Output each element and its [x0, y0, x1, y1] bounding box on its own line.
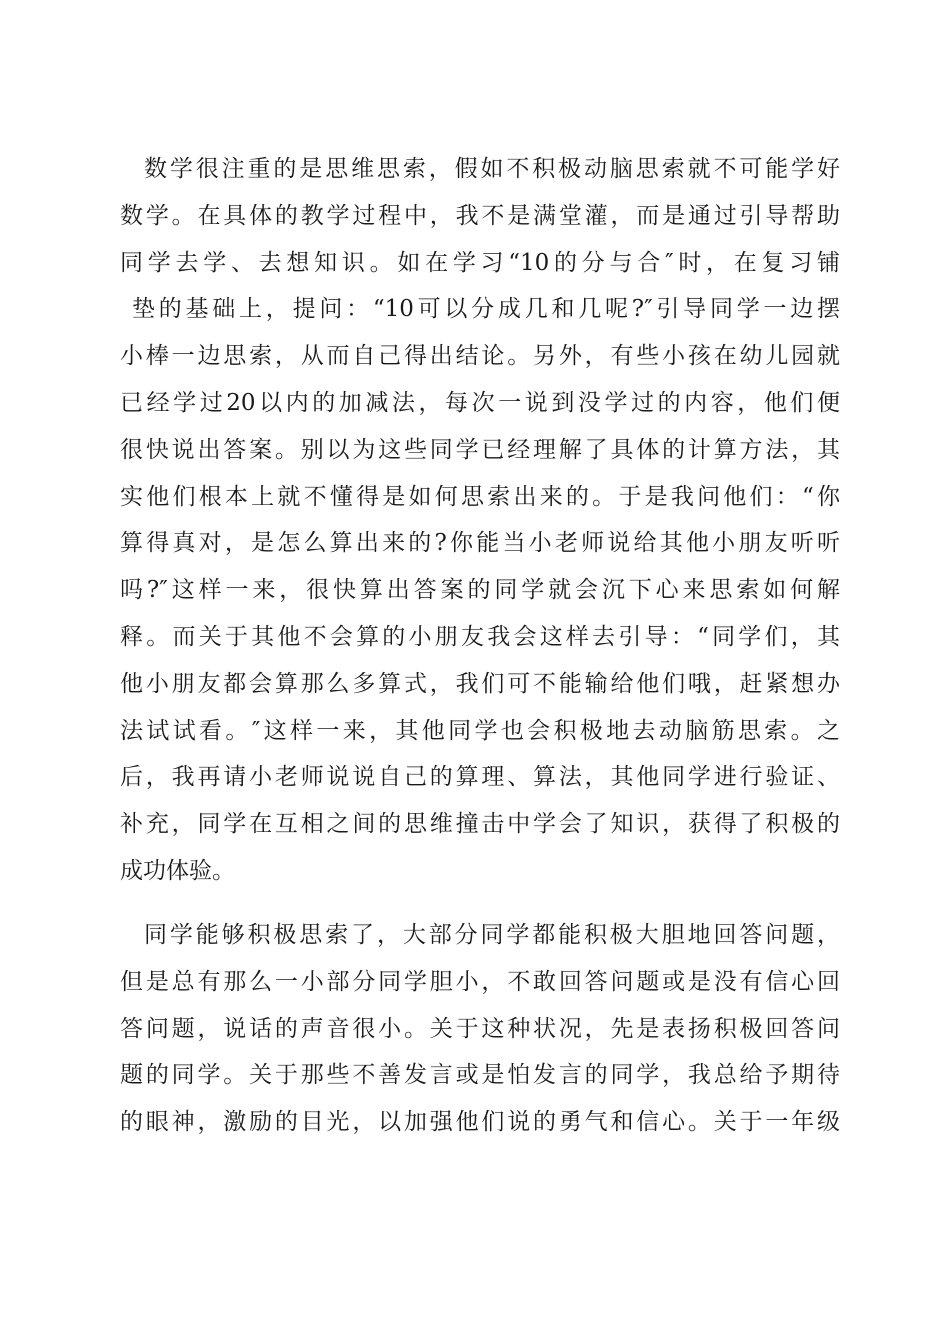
paragraph-line: 法试试看。″这样一来，其他同学也会积极地去动脑筋思索。之 [120, 717, 840, 744]
paragraph-line: 后，我再请小老师说说自己的算理、算法，其他同学进行验证、 [120, 764, 840, 791]
paragraph-line: 他小朋友都会算那么多算式，我们可不能输给他们哦，赶紧想办 [120, 670, 840, 697]
paragraph-line: 同学能够积极思索了，大部分同学都能积极大胆地回答问题， [144, 922, 840, 948]
paragraph-line: 算得真对，是怎么算出来的?你能当小老师说给其他小朋友听听 [120, 530, 840, 557]
paragraph-line: 题的同学。关于那些不善发言或是怕发言的同学，我总给予期待 [120, 1062, 840, 1089]
paragraph-line: 释。而关于其他不会算的小朋友我会这样去引导：“同学们，其 [120, 623, 840, 650]
paragraph-line: 垫的基础上，提问：“10可以分成几和几呢?″引导同学一边摆 [132, 296, 840, 323]
paragraph-line: 实他们根本上就不懂得是如何思索出来的。于是我问他们：“你 [120, 483, 840, 510]
paragraph-line: 已经学过20以内的加减法，每次一说到没学过的内容，他们便 [120, 389, 840, 416]
paragraph-line: 同学去学、去想知识。如在学习“10的分与合″时，在复习铺 [120, 249, 840, 276]
paragraph-line: 成功体验。 [120, 857, 235, 884]
paragraph-1 [120, 146, 840, 895]
paragraph-line: 的眼神，激励的目光，以加强他们说的勇气和信心。关于一年级 [120, 1109, 840, 1136]
paragraph-line: 小棒一边思索，从而自己得出结论。另外，有些小孩在幼儿园就 [120, 343, 840, 370]
paragraph-line: 答问题，说话的声音很小。关于这种状况，先是表扬积极回答问 [120, 1015, 840, 1042]
paragraph-line: 但是总有那么一小部分同学胆小，不敢回答问题或是没有信心回 [120, 968, 840, 995]
paragraph-2 [120, 912, 840, 1146]
paragraph-line: 很快说出答案。别以为这些同学已经理解了具体的计算方法，其 [120, 436, 840, 463]
paragraph-line: 数学很注重的是思维思索，假如不积极动脑思索就不可能学好 [144, 156, 840, 182]
paragraph-line: 数学。在具体的教学过程中，我不是满堂灌，而是通过引导帮助 [120, 202, 840, 229]
paragraph-line: 补充，同学在互相之间的思维撞击中学会了知识，获得了积极的 [120, 811, 840, 838]
paragraph-line: 吗?″这样一来，很快算出答案的同学就会沉下心来思索如何解 [120, 577, 840, 604]
